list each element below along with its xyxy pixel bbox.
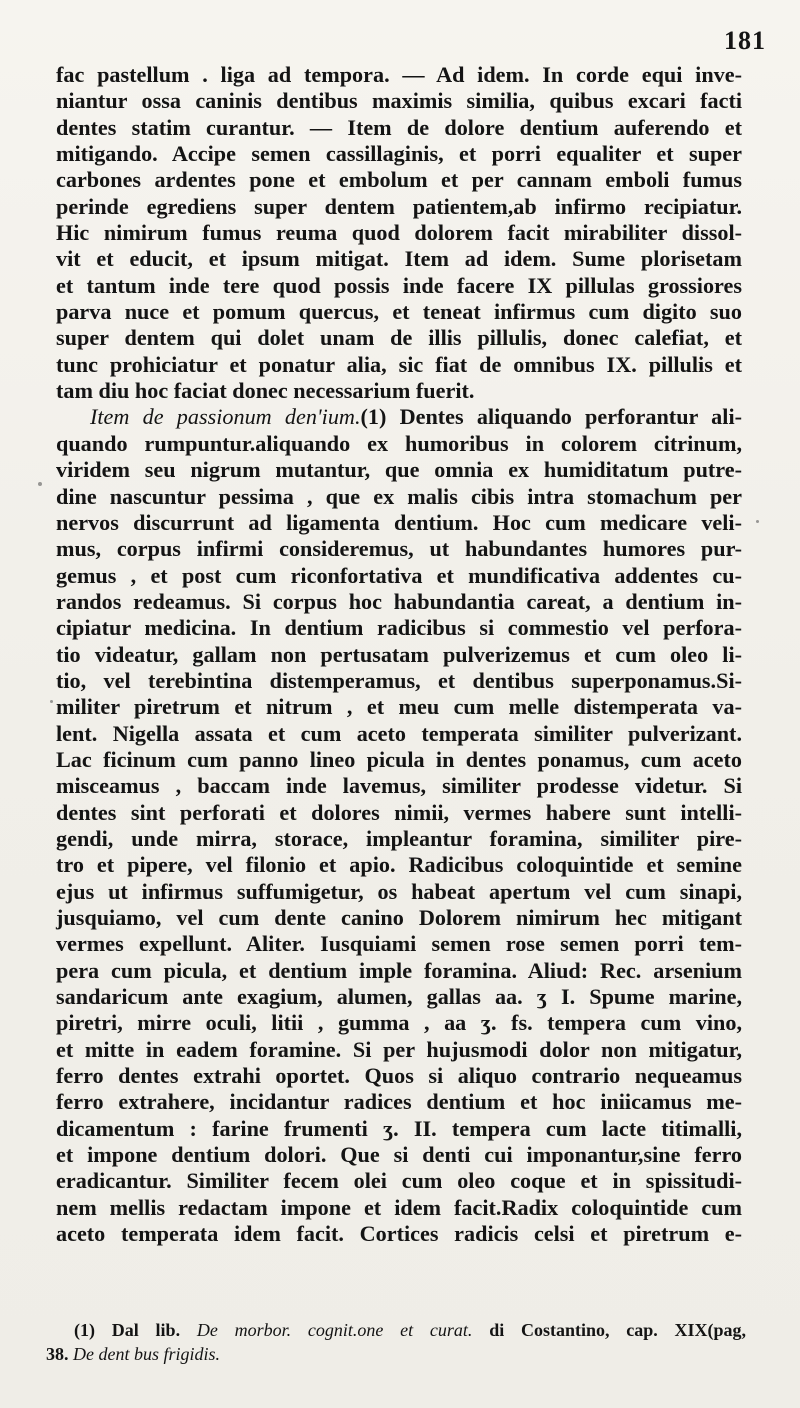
scan-speck xyxy=(38,482,42,486)
text-line: gemus , et post cum riconfortativa et mundificativa addentes cu- xyxy=(56,562,742,588)
text-line: ferro extrahere, incidantur radices dentium et hoc iniicamus me- xyxy=(56,1089,742,1115)
text-line: dentes statim curantur. — Item de dolore dentium auferendo et xyxy=(56,114,742,140)
section-heading-rest: (1) Dentes aliquando perforantur ali- xyxy=(360,404,742,430)
text-line: jusquiamo, vel cum dente canino Dolorem nimirum hec mitigant xyxy=(56,905,742,930)
text-line: dine nascuntur pessima , que ex malis cibis intra stomachum per xyxy=(56,483,742,509)
footnote-line2-number: 38. xyxy=(46,1344,69,1364)
text-line: lent. Nigella assata et cum aceto temperata similiter pulverizant. xyxy=(56,720,742,746)
text-line: dicamentum : farine frumenti ʒ. II. tempera cum lacte titimalli, xyxy=(56,1115,742,1141)
scan-speck xyxy=(756,520,759,523)
text-line: carbones ardentes pone et embolum et per cannam emboli fumus xyxy=(56,167,742,193)
text-line: viridem seu nigrum mutantur, que omnia ex humiditatum putre- xyxy=(56,457,742,483)
text-line: niantur ossa caninis dentibus maximis similia, quibus excari facti xyxy=(56,88,742,114)
text-line: fac pastellum . liga ad tempora. — Ad idem. In corde equi inve- xyxy=(56,62,742,87)
text-line: eradicantur. Similiter fecem olei cum oleo coque et in spissitudi- xyxy=(56,1168,742,1194)
section-heading: Item de passionum den'ium. xyxy=(90,404,361,430)
text-line: nervos discurrunt ad ligamenta dentium. Hoc cum medicare veli- xyxy=(56,509,742,535)
text-line: tunc prohiciatur et ponatur alia, sic fiat de omnibus IX. pillulis et xyxy=(56,351,742,377)
text-line: mus, corpus infirmi consideremus, ut habundantes humores pur- xyxy=(56,536,742,562)
text-line: misceamus , baccam inde lavemus, similiter prodesse videtur. Si xyxy=(56,773,742,799)
text-line: quando rumpuntur.aliquando ex humoribus in colorem citrinum, xyxy=(56,430,742,456)
footnote-italic-a: De morbor. cognit.one et curat. xyxy=(196,1320,473,1340)
section-heading-line xyxy=(56,404,742,430)
footnote-line-2 xyxy=(46,1342,746,1366)
footnote-marker: (1) xyxy=(74,1320,95,1340)
text-line: tam diu hoc faciat donec necessarium fuerit. xyxy=(56,378,475,404)
text-line: tro et pipere, vel filonio et apio. Radicibus coloquintide et semine xyxy=(56,852,742,878)
text-line: aceto temperata idem facit. Cortices radicis celsi et piretrum e- xyxy=(56,1221,742,1247)
text-line: Hic nimirum fumus reuma quod dolorem facit mirabiliter dissol- xyxy=(56,220,742,246)
footnote-text-a: Dal lib. xyxy=(111,1320,181,1340)
text-line: cipiatur medicina. In dentium radicibus si commestio vel perfora- xyxy=(56,615,742,641)
text-line: ferro dentes extrahi oportet. Quos si aliquo contrario nequeamus xyxy=(56,1063,742,1089)
text-line: vermes expellunt. Aliter. Iusquiami semen rose semen porri tem- xyxy=(56,931,742,957)
page-number: 181 xyxy=(724,26,766,55)
text-line: et impone dentium dolori. Que si denti cui imponantur,sine ferro xyxy=(56,1142,742,1168)
paragraph-1 xyxy=(56,62,742,404)
paragraph-2 xyxy=(56,431,742,1248)
text-line: dentes sint perforati et dolores nimii, vermes habere sunt intelli- xyxy=(56,799,742,825)
text-line: perinde egrediens super dentem patientem,ab infirmo recipiatur. xyxy=(56,193,742,219)
text-line: vit et educit, et ipsum mitigat. Item ad idem. Sume plorisetam xyxy=(56,246,742,272)
text-line: militer piretrum et nitrum , et meu cum melle distemperata va- xyxy=(56,694,742,720)
text-line: sandaricum ante exagium, alumen, gallas aa. ʒ I. Spume marine, xyxy=(56,984,742,1010)
footnote-italic-b: De dent bus frigidis. xyxy=(73,1344,220,1364)
text-line: randos redeamus. Si corpus hoc habundantia careat, a dentium in- xyxy=(56,588,742,614)
text-line: ejus ut infirmus suffumigetur, os habeat apertum vel cum sinapi, xyxy=(56,878,742,904)
text-line: super dentem qui dolet unam de illis pillulis, donec calefiat, et xyxy=(56,325,742,351)
text-line: gendi, unde mirra, storace, impleantur foramina, similiter pire- xyxy=(56,825,742,851)
text-line: Lac ficinum cum panno lineo picula in dentes ponamus, cum aceto xyxy=(56,746,742,772)
text-line: piretri, mirre oculi, litii , gumma , aa ʒ. fs. tempera cum vino, xyxy=(56,1010,742,1036)
text-line: nem mellis redactam impone et idem facit.Radix coloquintide cum xyxy=(56,1194,742,1220)
body-text xyxy=(56,62,742,1247)
footnote-line-1 xyxy=(46,1318,746,1342)
text-line: et tantum inde tere quod possis inde facere IX pillulas grossiores xyxy=(56,272,742,298)
text-line: tio videatur, gallam non pertusatam pulverizemus et cum oleo li- xyxy=(56,641,742,667)
footnote-text-b: di Costantino, cap. XIX(pag, xyxy=(489,1320,747,1340)
footnote xyxy=(46,1318,746,1366)
text-line: et mitte in eadem foramine. Si per hujusmodi dolor non mitigatur, xyxy=(56,1036,742,1062)
text-line: parva nuce et pomum quercus, et teneat infirmus cum digito suo xyxy=(56,299,742,325)
scan-speck xyxy=(50,700,53,703)
text-line: tio, vel terebintina distemperamus, et dentibus superponamus.Si- xyxy=(56,667,742,693)
text-line: pera cum picula, et dentium imple foramina. Aliud: Rec. arsenium xyxy=(56,957,742,983)
text-line: mitigando. Accipe semen cassillaginis, et porri equaliter et super xyxy=(56,141,742,167)
